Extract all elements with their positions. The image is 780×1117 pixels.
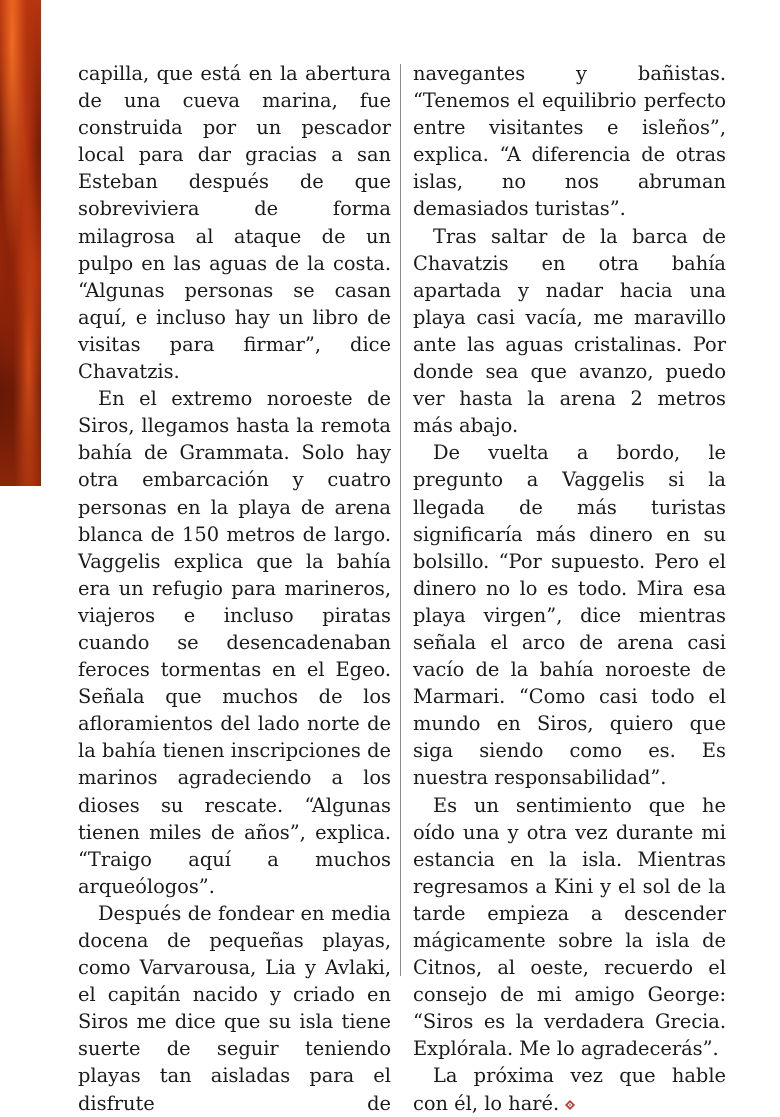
paragraph: Es un sentimiento que he oído una y otra vez durante mi estancia en la isla. Mientras regresamos a Kini y el sol de la tarde empieza a descender mágicamente sobre la isla de Citnos, al oeste, recuerdo el consejo de mi amigo George: “Siros es la verdadera Grecia. Explórala. Me lo agradecerás”. <box>413 793 726 1061</box>
paragraph: De vuelta a bordo, le pregunto a Vaggelis si la llegada de más turistas significaría más dinero en su bolsillo. “Por supuesto. Pero el dinero no lo es todo. Mira esa playa virgen”, dice mientras señala el arco de arena casi vacío de la bahía noroeste de Marmari. “Como casi todo el mundo en Siros, quiero que siga siendo como es. Es nuestra responsabilidad”. <box>413 441 726 790</box>
paragraph: Después de fondear en media docena de pequeñas playas, como Varvarousa, Lia y Avlaki, el capitán nacido y criado en Siros me dice que su isla tiene suerte de seguir teniendo playas tan aisladas para el disfrute de <box>78 901 391 1115</box>
cropped-photo <box>0 0 41 486</box>
article-column-left <box>78 60 391 1117</box>
final-paragraph-text: La próxima vez que hable con él, lo haré. <box>413 1064 726 1115</box>
paragraph: capilla, que está en la abertura de una cueva marina, fue construida por un pescador local para dar gracias a san Esteban después de que sobreviviera de forma milagrosa al ataque de un pulpo en las aguas de la costa. “Algunas personas se casan aquí, e incluso hay un libro de visitas para firmar”, dice Chavatzis. <box>78 62 391 384</box>
paragraph: navegantes y bañistas. “Tenemos el equilibrio perfecto entre visitantes e isleños”, explica. “A diferencia de otras islas, no nos abruman demasiados turistas”. <box>413 62 726 221</box>
article-column-right <box>413 60 726 1117</box>
final-paragraph <box>413 1062 726 1116</box>
paragraph: Tras saltar de la barca de Chavatzis en otra bahía apartada y nadar hacia una playa casi vacía, me maravillo ante las aguas cristalinas. Por donde sea que avanzo, puedo ver hasta la arena 2 metros más abajo. <box>413 224 726 438</box>
paragraph: En el extremo noroeste de Siros, llegamos hasta la remota bahía de Grammata. Solo hay otra embarcación y cuatro personas en la playa de arena blanca de 150 metros de largo. Vaggelis explica que la bahía era un refugio para marineros, viajeros e incluso piratas cuando se desencadenaban feroces tormentas en el Egeo. Señala que muchos de los afloramientos del lado norte de la bahía tienen inscripciones de marinos agradeciendo a los dioses su rescate. “Algunas tienen miles de años”, explica. “Traigo aquí a muchos arqueólogos”. <box>78 387 391 898</box>
column-divider <box>400 64 401 976</box>
diamond-end-mark-icon <box>565 1100 574 1109</box>
